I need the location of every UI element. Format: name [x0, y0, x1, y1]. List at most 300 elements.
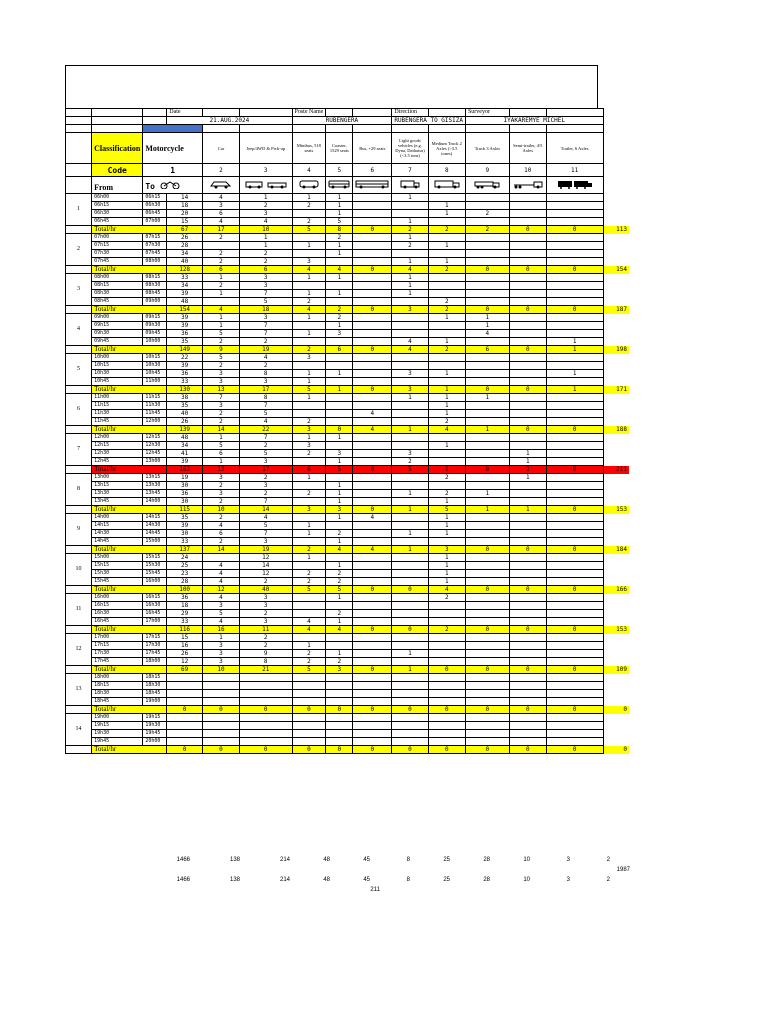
- count-cell: 3: [203, 378, 240, 386]
- count-cell: [546, 634, 603, 642]
- total-cell: 0: [465, 586, 509, 594]
- to-time: 14h45: [143, 530, 167, 538]
- count-cell: [353, 498, 392, 506]
- count-cell: 2: [203, 258, 240, 266]
- total-cell: 0: [167, 706, 203, 714]
- count-cell: 1: [392, 194, 428, 202]
- count-cell: [509, 514, 546, 522]
- to-time: 19h30: [143, 722, 167, 730]
- to-time: 20h00: [143, 738, 167, 746]
- count-cell: [465, 618, 509, 626]
- side-spacer: [603, 482, 629, 490]
- count-cell: 1: [326, 650, 353, 658]
- total-cell: 10: [239, 226, 292, 234]
- count-cell: [509, 410, 546, 418]
- count-cell: 30: [167, 498, 203, 506]
- count-cell: [353, 258, 392, 266]
- count-cell: 2: [239, 490, 292, 498]
- count-cell: 19: [167, 474, 203, 482]
- total-cell: 0: [326, 706, 353, 714]
- to-time: 14h00: [143, 498, 167, 506]
- count-cell: [509, 258, 546, 266]
- count-cell: 24: [167, 554, 203, 562]
- count-cell: [546, 722, 603, 730]
- total-cell: 3: [326, 506, 353, 514]
- hour-sum: 109: [603, 666, 629, 674]
- total-cell: 0: [353, 506, 392, 514]
- count-cell: 2: [239, 338, 292, 346]
- spacer: [326, 109, 353, 117]
- classification-label: Classification: [92, 133, 143, 164]
- count-cell: [239, 698, 292, 706]
- grand-total-value: 10: [523, 877, 530, 883]
- side-spacer: [603, 642, 629, 650]
- total-cell: 115: [167, 506, 203, 514]
- count-cell: [292, 362, 326, 370]
- side-spacer: [603, 674, 629, 682]
- from-time: 16h15: [92, 602, 143, 610]
- count-cell: [509, 402, 546, 410]
- count-cell: [392, 474, 428, 482]
- spacer: [66, 109, 92, 117]
- trailer-6-axles-icon: [557, 180, 593, 189]
- count-cell: 6: [203, 530, 240, 538]
- from-time: 07h15: [92, 242, 143, 250]
- count-cell: [465, 474, 509, 482]
- spacer: [509, 109, 546, 117]
- count-cell: 5: [203, 610, 240, 618]
- side-spacer: [603, 322, 629, 330]
- total-cell: 0: [392, 586, 428, 594]
- count-cell: [353, 314, 392, 322]
- traffic-count-sheet: [65, 65, 629, 754]
- count-cell: [353, 522, 392, 530]
- count-cell: [353, 474, 392, 482]
- count-cell: 2: [203, 482, 240, 490]
- to-time: 09h45: [143, 330, 167, 338]
- count-cell: [353, 634, 392, 642]
- count-cell: 1: [203, 314, 240, 322]
- count-cell: 2: [392, 242, 428, 250]
- to-time: 18h15: [143, 674, 167, 682]
- to-time: 07h45: [143, 250, 167, 258]
- to-time: 08h15: [143, 274, 167, 282]
- count-cell: 9: [239, 650, 292, 658]
- total-cell: 0: [239, 746, 292, 754]
- count-cell: 1: [465, 490, 509, 498]
- count-cell: [353, 450, 392, 458]
- total-cell: 5: [326, 586, 353, 594]
- count-cell: [239, 738, 292, 746]
- medium-truck-icon: [428, 177, 465, 194]
- count-cell: [509, 610, 546, 618]
- count-cell: [546, 514, 603, 522]
- count-cell: [353, 618, 392, 626]
- code-10: 10: [509, 164, 546, 177]
- total-cell: 21: [239, 666, 292, 674]
- count-cell: [292, 674, 326, 682]
- count-cell: 5: [203, 330, 240, 338]
- to-time: 16h30: [143, 602, 167, 610]
- count-cell: [546, 698, 603, 706]
- count-cell: [509, 418, 546, 426]
- from-time: 09h45: [92, 338, 143, 346]
- spacer: [66, 626, 92, 634]
- count-cell: [465, 218, 509, 226]
- count-cell: 1: [326, 514, 353, 522]
- count-cell: [428, 738, 465, 746]
- total-cell: 139: [167, 426, 203, 434]
- count-cell: 1: [292, 330, 326, 338]
- from-time: 12h45: [92, 458, 143, 466]
- count-cell: 1: [428, 370, 465, 378]
- count-cell: [392, 690, 428, 698]
- hour-number: 4: [66, 314, 92, 346]
- spacer: [92, 125, 143, 133]
- to-time: 18h30: [143, 682, 167, 690]
- count-cell: [353, 234, 392, 242]
- count-cell: [353, 242, 392, 250]
- count-cell: [546, 730, 603, 738]
- total-cell: 128: [167, 266, 203, 274]
- spacer: [66, 426, 92, 434]
- count-cell: 2: [292, 418, 326, 426]
- count-cell: 12: [239, 570, 292, 578]
- count-cell: [546, 354, 603, 362]
- side-spacer: [603, 434, 629, 442]
- count-cell: 7: [239, 330, 292, 338]
- to-time: 11h00: [143, 378, 167, 386]
- count-cell: [546, 330, 603, 338]
- count-cell: 1: [428, 570, 465, 578]
- code-7: 7: [392, 164, 428, 177]
- count-cell: [353, 722, 392, 730]
- total-cell: 0: [353, 226, 392, 234]
- count-cell: [465, 450, 509, 458]
- spacer: [603, 125, 629, 133]
- to-time: 06h15: [143, 194, 167, 202]
- hour-sum: 153: [603, 626, 629, 634]
- count-cell: [292, 282, 326, 290]
- count-cell: [326, 642, 353, 650]
- count-cell: [465, 682, 509, 690]
- side-spacer: [603, 250, 629, 258]
- count-cell: [546, 610, 603, 618]
- count-cell: [509, 218, 546, 226]
- count-cell: [353, 642, 392, 650]
- count-cell: 1: [546, 370, 603, 378]
- grand-total-value: 45: [363, 877, 370, 883]
- total-cell: 0: [509, 226, 546, 234]
- count-cell: [509, 722, 546, 730]
- bus-icon: [353, 177, 392, 194]
- total-cell: 4: [428, 586, 465, 594]
- count-cell: 3: [326, 330, 353, 338]
- count-cell: 7: [239, 290, 292, 298]
- count-cell: [428, 538, 465, 546]
- from-time: 11h30: [92, 410, 143, 418]
- count-cell: 40: [167, 258, 203, 266]
- count-cell: [428, 698, 465, 706]
- hour-sum: 187: [603, 306, 629, 314]
- count-cell: 12: [167, 658, 203, 666]
- count-cell: [203, 698, 240, 706]
- count-cell: [546, 410, 603, 418]
- hour-sum: 188: [603, 426, 629, 434]
- from-time: 19h45: [92, 738, 143, 746]
- total-label: Total/hr: [92, 546, 167, 554]
- count-cell: 3: [239, 594, 292, 602]
- side-spacer: [603, 730, 629, 738]
- code-label: Code: [92, 164, 143, 177]
- semi-trailer-icon: [512, 180, 544, 189]
- count-cell: [353, 194, 392, 202]
- total-cell: 1: [428, 466, 465, 474]
- count-cell: [353, 362, 392, 370]
- to-time: 15h15: [143, 554, 167, 562]
- count-cell: [509, 338, 546, 346]
- count-cell: [509, 714, 546, 722]
- count-cell: [428, 634, 465, 642]
- total-cell: 2: [428, 226, 465, 234]
- count-cell: 4: [203, 562, 240, 570]
- count-cell: [167, 690, 203, 698]
- from-time: 09h30: [92, 330, 143, 338]
- count-cell: 2: [239, 250, 292, 258]
- count-cell: 1: [392, 218, 428, 226]
- count-cell: 12: [239, 554, 292, 562]
- count-cell: [546, 210, 603, 218]
- count-cell: 2: [292, 570, 326, 578]
- count-cell: [428, 690, 465, 698]
- count-cell: [465, 338, 509, 346]
- spacer: [465, 125, 509, 133]
- col-minibus: Minibus, 518 seats: [292, 133, 326, 164]
- from-time: 10h30: [92, 370, 143, 378]
- count-cell: 1: [326, 498, 353, 506]
- spacer: [203, 125, 240, 133]
- col-trailer-6: Trailer, 6 Axles: [546, 133, 603, 164]
- count-cell: [392, 482, 428, 490]
- to-time: 10h30: [143, 362, 167, 370]
- count-cell: [353, 610, 392, 618]
- count-cell: 4: [239, 354, 292, 362]
- count-cell: 2: [392, 458, 428, 466]
- count-cell: [239, 722, 292, 730]
- to-time: 12h30: [143, 442, 167, 450]
- count-cell: 1: [509, 458, 546, 466]
- from-time: 18h00: [92, 674, 143, 682]
- count-cell: 1: [428, 202, 465, 210]
- hour-number: 3: [66, 274, 92, 306]
- from-time: 16h00: [92, 594, 143, 602]
- from-time: 11h15: [92, 402, 143, 410]
- total-cell: 1: [465, 426, 509, 434]
- total-cell: 19: [239, 546, 292, 554]
- total-cell: 4: [353, 426, 392, 434]
- col-bus: Bus, +29 seats: [353, 133, 392, 164]
- count-cell: [326, 698, 353, 706]
- count-cell: [292, 690, 326, 698]
- spacer: [66, 125, 92, 133]
- count-cell: [465, 722, 509, 730]
- count-cell: [353, 290, 392, 298]
- count-cell: [326, 474, 353, 482]
- count-cell: [465, 698, 509, 706]
- count-cell: [292, 594, 326, 602]
- side-spacer: [603, 290, 629, 298]
- total-cell: 3: [392, 386, 428, 394]
- total-cell: 2: [428, 266, 465, 274]
- from-time: 11h00: [92, 394, 143, 402]
- total-cell: 0: [292, 706, 326, 714]
- count-cell: 2: [326, 234, 353, 242]
- count-cell: 36: [167, 490, 203, 498]
- to-time: 09h30: [143, 322, 167, 330]
- to-time: 07h30: [143, 242, 167, 250]
- count-cell: 6: [203, 450, 240, 458]
- count-cell: [465, 298, 509, 306]
- total-label: Total/hr: [92, 506, 167, 514]
- count-cell: [509, 490, 546, 498]
- count-cell: [292, 714, 326, 722]
- total-cell: 5: [292, 226, 326, 234]
- side-spacer: [603, 554, 629, 562]
- total-cell: 1: [392, 546, 428, 554]
- count-cell: 39: [167, 290, 203, 298]
- hour-number: 2: [66, 234, 92, 266]
- count-cell: 3: [292, 258, 326, 266]
- count-cell: 14: [239, 562, 292, 570]
- count-cell: 2: [239, 642, 292, 650]
- count-cell: [392, 698, 428, 706]
- count-cell: [546, 202, 603, 210]
- total-label: Total/hr: [92, 266, 167, 274]
- count-cell: [203, 674, 240, 682]
- count-cell: [239, 674, 292, 682]
- spacer: [353, 125, 392, 133]
- total-cell: 0: [465, 666, 509, 674]
- bus-icon: [355, 180, 389, 189]
- total-cell: 0: [428, 746, 465, 754]
- grand-total-value: 25: [443, 877, 450, 883]
- count-cell: 4: [239, 418, 292, 426]
- grand-total-value: 48: [323, 877, 330, 883]
- count-cell: 2: [326, 314, 353, 322]
- total-cell: 0: [465, 626, 509, 634]
- count-cell: [428, 450, 465, 458]
- total-cell: 0: [392, 746, 428, 754]
- total-cell: 14: [239, 506, 292, 514]
- code-2: 2: [203, 164, 240, 177]
- count-cell: 2: [465, 210, 509, 218]
- count-cell: [465, 738, 509, 746]
- direction-value: RUBENGERA TO GISIZA: [392, 117, 466, 125]
- count-cell: 48: [167, 434, 203, 442]
- count-cell: 39: [167, 314, 203, 322]
- count-cell: 1: [326, 210, 353, 218]
- count-cell: 40: [167, 410, 203, 418]
- grand-total-value: 10: [523, 857, 530, 863]
- count-cell: 1: [428, 554, 465, 562]
- count-cell: [546, 594, 603, 602]
- count-cell: [428, 322, 465, 330]
- count-cell: 1: [292, 434, 326, 442]
- count-cell: [509, 194, 546, 202]
- count-cell: [546, 570, 603, 578]
- to-time: 17h30: [143, 642, 167, 650]
- count-cell: [353, 202, 392, 210]
- code-8: 8: [428, 164, 465, 177]
- total-cell: 4: [392, 346, 428, 354]
- count-cell: [546, 522, 603, 530]
- to-time: 14h30: [143, 522, 167, 530]
- from-time: 19h00: [92, 714, 143, 722]
- count-cell: 1: [428, 514, 465, 522]
- count-cell: [353, 338, 392, 346]
- side-spacer: [603, 570, 629, 578]
- count-cell: 33: [167, 538, 203, 546]
- count-cell: [353, 402, 392, 410]
- count-cell: [509, 298, 546, 306]
- count-cell: 3: [392, 450, 428, 458]
- count-cell: [353, 418, 392, 426]
- truck-3-axles-icon: [473, 180, 501, 189]
- col-medium-truck: Medium Truck 2 Axles (>3.5 tones): [428, 133, 465, 164]
- count-cell: [167, 682, 203, 690]
- count-cell: 3: [239, 458, 292, 466]
- total-cell: 2: [465, 226, 509, 234]
- count-cell: [326, 258, 353, 266]
- count-cell: 28: [167, 578, 203, 586]
- total-cell: 4: [203, 306, 240, 314]
- side-spacer: [603, 282, 629, 290]
- grand-total-value: 48: [323, 857, 330, 863]
- count-cell: [353, 730, 392, 738]
- code-11: 11: [546, 164, 603, 177]
- coaster-icon: [326, 177, 353, 194]
- from-time: 06h45: [92, 218, 143, 226]
- to-time: 10h45: [143, 370, 167, 378]
- count-cell: 4: [239, 218, 292, 226]
- from-time: 08h15: [92, 282, 143, 290]
- total-cell: 2: [428, 626, 465, 634]
- count-cell: [509, 274, 546, 282]
- from-time: 14h30: [92, 530, 143, 538]
- total-cell: 6: [203, 266, 240, 274]
- count-cell: 2: [203, 234, 240, 242]
- count-cell: 18: [167, 602, 203, 610]
- grand-totals-row: [160, 857, 640, 867]
- count-cell: [428, 434, 465, 442]
- count-cell: [292, 410, 326, 418]
- from-time: 13h45: [92, 498, 143, 506]
- total-cell: 3: [292, 506, 326, 514]
- count-cell: 1: [392, 530, 428, 538]
- hour-sum: 154: [603, 266, 629, 274]
- total-cell: 1: [465, 506, 509, 514]
- count-cell: 3: [203, 370, 240, 378]
- side-spacer: [603, 490, 629, 498]
- total-cell: 40: [239, 586, 292, 594]
- total-cell: 0: [509, 706, 546, 714]
- count-cell: 2: [292, 450, 326, 458]
- total-cell: 0: [546, 546, 603, 554]
- count-cell: 2: [428, 418, 465, 426]
- to-time: 13h45: [143, 490, 167, 498]
- count-cell: [509, 562, 546, 570]
- count-cell: [167, 698, 203, 706]
